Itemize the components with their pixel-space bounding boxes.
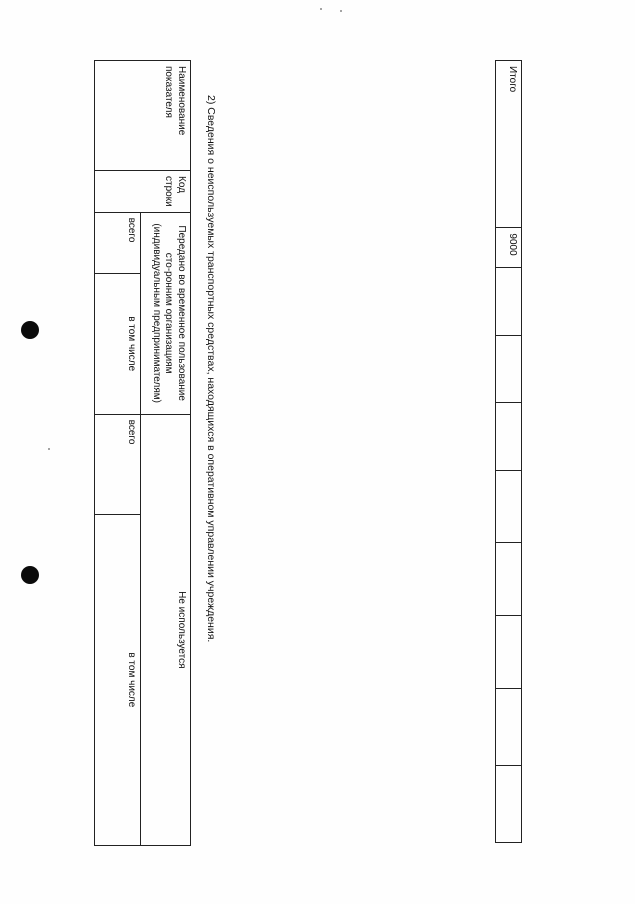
header-total: всего xyxy=(95,212,141,273)
cell xyxy=(496,335,522,403)
cell xyxy=(496,616,522,689)
header-transferred: Передано во временное пользование сто-ронним организациям (индивидуальным предпринимателям) xyxy=(141,212,191,414)
header-total: всего xyxy=(95,414,141,514)
header-indicator: Наименование показателя xyxy=(95,61,191,171)
row-code: 9000 xyxy=(496,228,522,268)
vehicles-table xyxy=(495,60,522,843)
header-including: в том числе xyxy=(95,514,141,845)
table-row xyxy=(496,61,522,843)
unused-vehicles-table xyxy=(94,60,191,846)
cell xyxy=(496,689,522,766)
cell xyxy=(496,543,522,616)
header-code: Код строки xyxy=(95,171,191,213)
cell xyxy=(496,765,522,842)
header-not-used: Не используется xyxy=(141,414,191,845)
header-including: в том числе xyxy=(95,273,141,414)
cell xyxy=(496,267,522,335)
cell xyxy=(496,470,522,543)
row-name: Итого xyxy=(496,61,522,228)
cell xyxy=(496,403,522,471)
section-caption: 2) Сведения о неиспользуемых транспортных средствах, находящихся в оперативном управлении учреждения. xyxy=(205,95,217,643)
